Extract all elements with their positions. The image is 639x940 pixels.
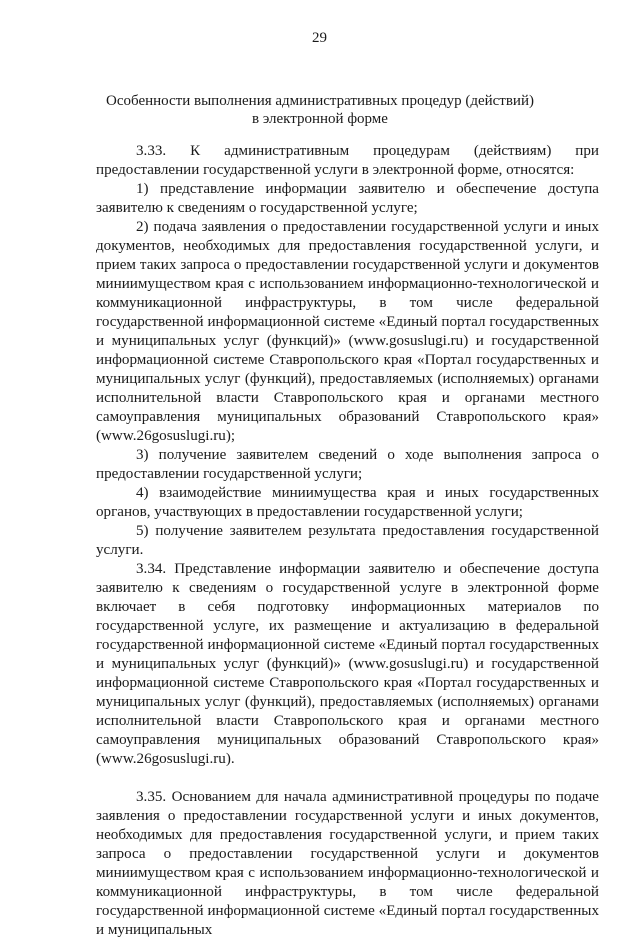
page-number: 29	[312, 30, 327, 46]
section-heading	[90, 92, 550, 128]
list-item-4: 4) взаимодействие миниимущества края и иных государственных органов, участвующих в предоставлении государственной услуги;	[96, 485, 599, 520]
paragraph-3-33: 3.33. К административным процедурам (действиям) при предоставлении государственной услуги в электронной форме, относятся:	[96, 143, 599, 178]
list-item-5: 5) получение заявителем результата предоставления государственной услуги.	[96, 523, 599, 558]
section-heading-line1: Особенности выполнения административных процедур (действий)	[106, 93, 534, 109]
body-text	[96, 142, 599, 940]
section-heading-line2: в электронной форме	[252, 111, 388, 127]
paragraph-3-35: 3.35. Основанием для начала административной процедуры по подаче заявления о предоставлении государственной услуги и иных документов, необходимых для предоставления государственной услуги, и прием таких запроса о предоставлении государственной услуги и документов миниимуществом края с использованием информационно-технологической и коммуникационной инфраструктуры, в том числе федеральной государственной информационной системе «Единый портал государственных и муниципальных	[96, 789, 599, 938]
paragraph-3-34: 3.34. Представление информации заявителю и обеспечение доступа заявителю к сведениям о государственной услуге в электронной форме включает в себя подготовку информационных материалов по государственной услуге, их размещение и актуализацию в федеральной государственной информационной системе «Единый портал государственных и муниципальных услуг (функций)» (www.gosuslugi.ru) и государственной информационной системе Ставропольского края «Портал государственных и муниципальных услуг (функций), предоставляемых (исполняемых) органами исполнительной власти Ставропольского края и органами местного самоуправления муниципальных образований Ставропольского края» (www.26gosuslugi.ru).	[96, 561, 599, 767]
list-item-2: 2) подача заявления о предоставлении государственной услуги и иных документов, необходимых для предоставления государственной услуги, и прием таких запроса о предоставлении государственной услуги и документов миниимуществом края с использованием информационно-технологической и коммуникационной инфраструктуры, в том числе федеральной государственной информационной системе «Единый портал государственных и муниципальных услуг (функций)» (www.gosuslugi.ru) и государственной информационной системе Ставропольского края «Портал государственных и муниципальных услуг (функций), предоставляемых (исполняемых) органами исполнительной власти Ставропольского края и органами местного самоуправления муниципальных образований Ставропольского края» (www.26gosuslugi.ru);	[96, 219, 599, 444]
list-item-3: 3) получение заявителем сведений о ходе выполнения запроса о предоставлении государственной услуги;	[96, 447, 599, 482]
list-item-1: 1) представление информации заявителю и обеспечение доступа заявителю к сведениям о государственной услуге;	[96, 181, 599, 216]
